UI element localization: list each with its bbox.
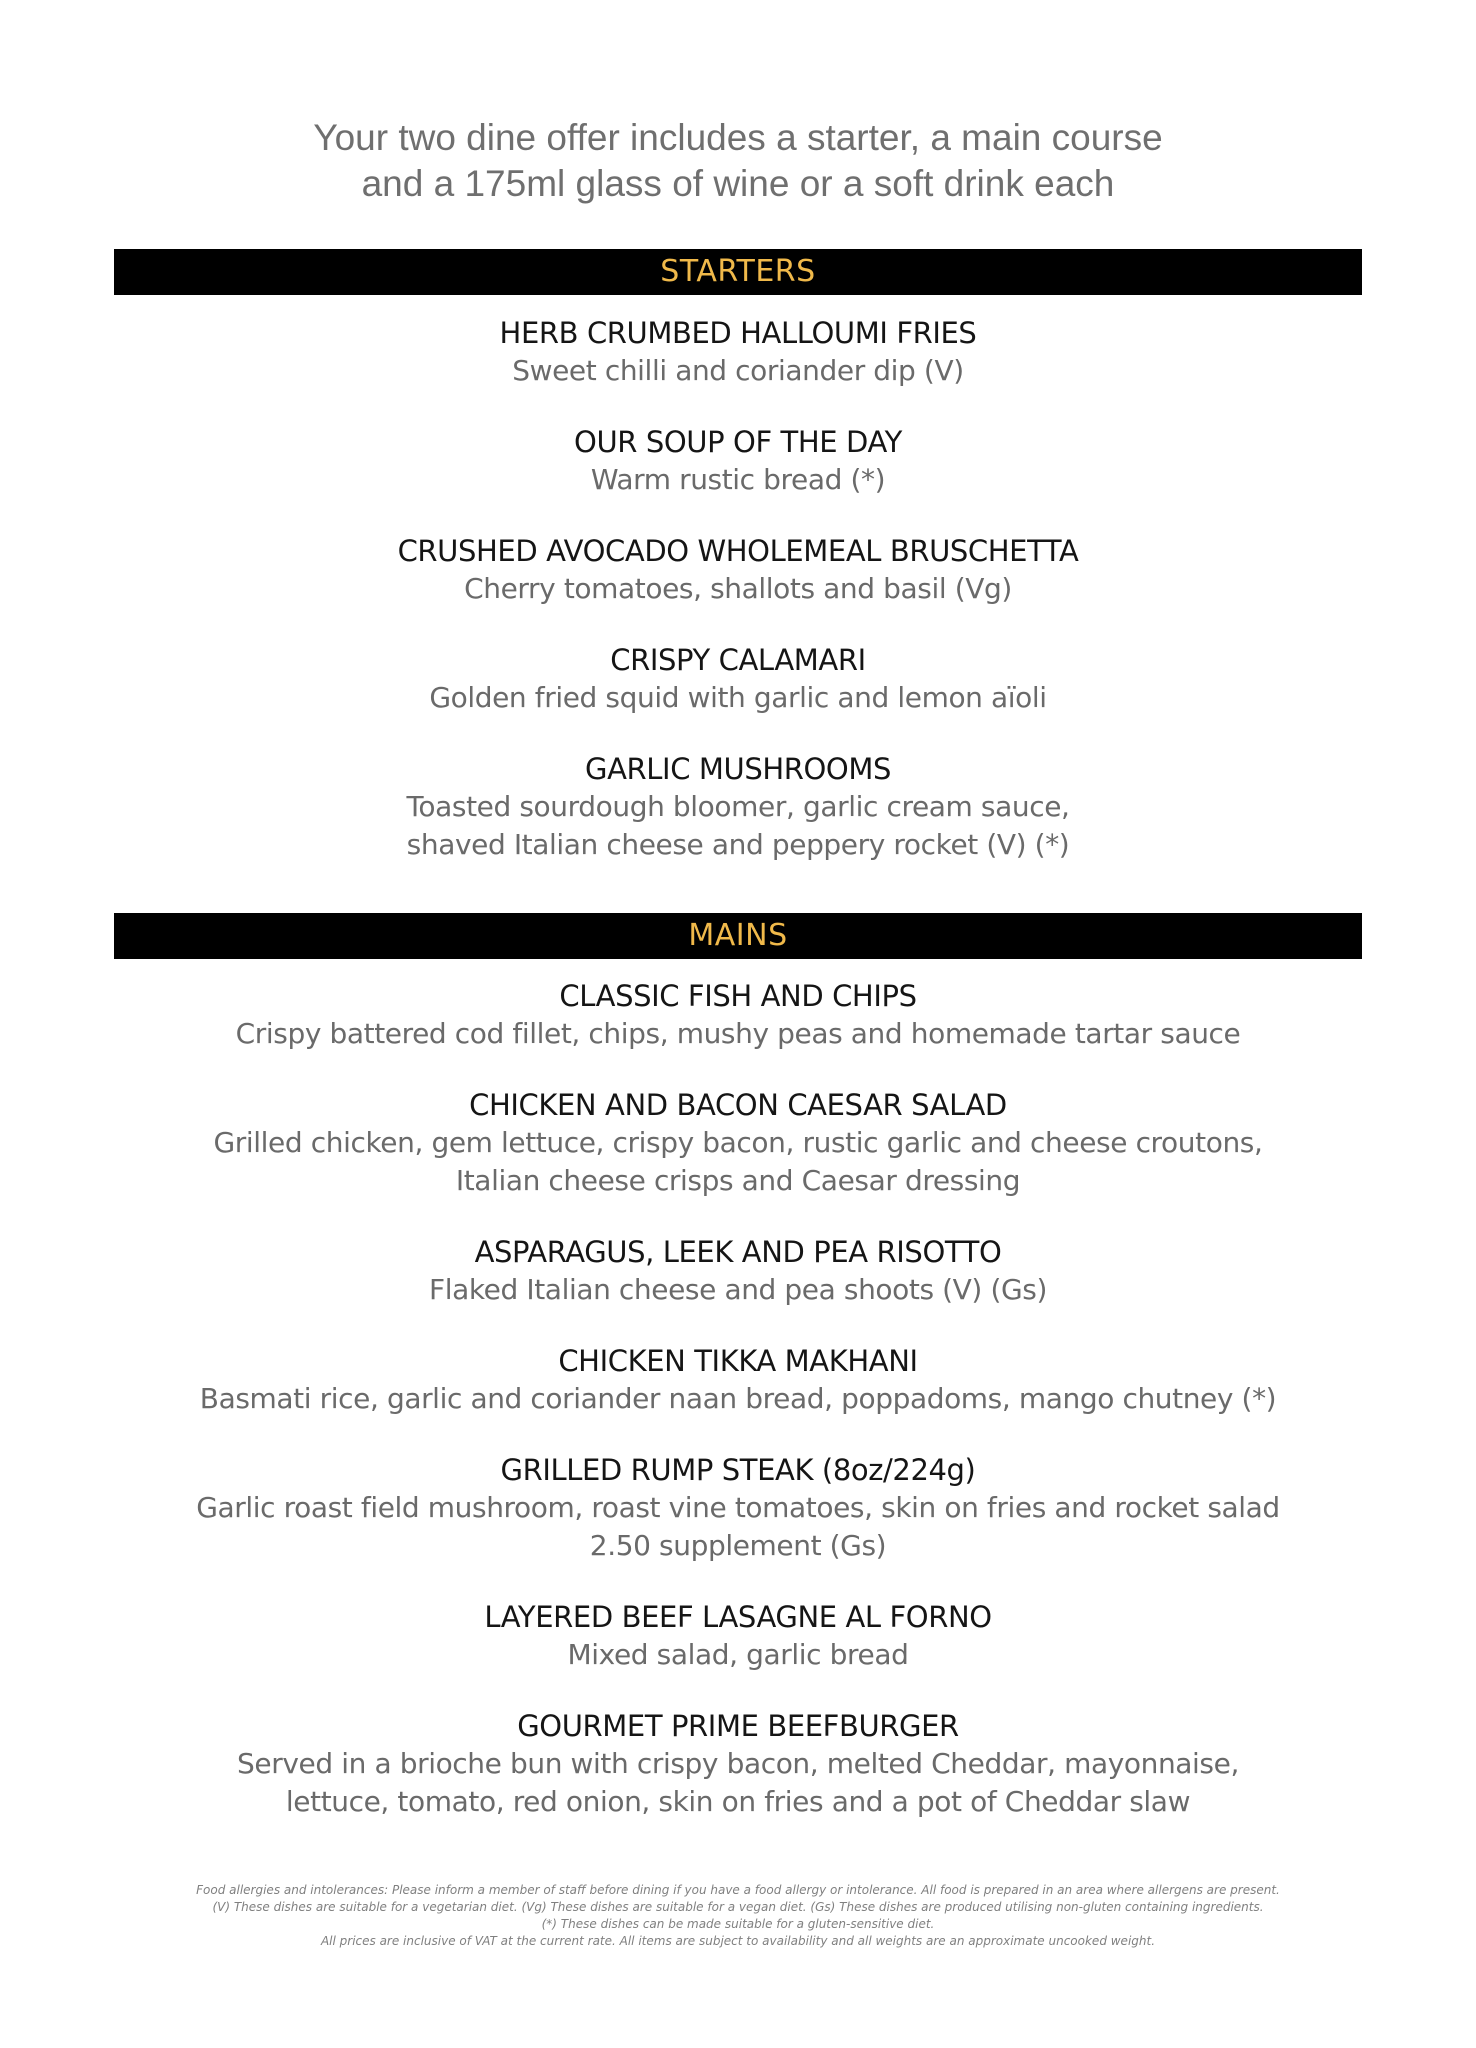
menu-item	[0, 423, 1476, 499]
menu-item-name: CHICKEN AND BACON CAESAR SALAD	[469, 1088, 1007, 1122]
footer-line: (V) These dishes are suitable for a vegetarian diet. (Vg) These dishes are suitable for a vegan diet. (Gs) These dishes are produced utilising non-gluten containing ingredients.	[212, 1900, 1264, 1914]
mains-heading: MAINS	[114, 913, 1362, 959]
menu-item-description: Cherry tomatoes, shallots and basil (Vg)	[464, 572, 1012, 605]
mains-list	[0, 977, 1476, 1854]
menu-item-description: Crispy battered cod fillet, chips, mushy peas and homemade tartar sauce	[235, 1017, 1241, 1050]
menu-item	[0, 1233, 1476, 1309]
menu-item-description: Garlic roast field mushroom, roast vine tomatoes, skin on fries and rocket salad	[196, 1491, 1280, 1524]
menu-item	[0, 750, 1476, 864]
menu-item-description: Mixed salad, garlic bread	[567, 1638, 909, 1671]
menu-item-name: ASPARAGUS, LEEK AND PEA RISOTTO	[474, 1235, 1002, 1269]
menu-item	[0, 314, 1476, 390]
menu-item-description: Italian cheese crisps and Caesar dressing	[455, 1164, 1021, 1197]
menu-item-description: Golden fried squid with garlic and lemon aïoli	[429, 681, 1047, 714]
offer-intro-line-2: and a 175ml glass of wine or a soft drink each	[361, 163, 1115, 204]
allergen-footer	[0, 1882, 1476, 1950]
menu-item-description: Grilled chicken, gem lettuce, crispy bacon, rustic garlic and cheese croutons,	[213, 1126, 1263, 1159]
menu-item-description: 2.50 supplement (Gs)	[589, 1529, 887, 1562]
menu-item	[0, 977, 1476, 1053]
menu-item-name: CRISPY CALAMARI	[610, 643, 866, 677]
menu-item-description: shaved Italian cheese and peppery rocket (V) (*)	[406, 828, 1070, 861]
menu-item	[0, 1707, 1476, 1821]
menu-item-name: HERB CRUMBED HALLOUMI FRIES	[499, 316, 977, 350]
menu-item-name: CLASSIC FISH AND CHIPS	[559, 979, 917, 1013]
footer-line: Food allergies and intolerances: Please inform a member of staff before dining if you have a food allergy or intolerance. All food is prepared in an area where allergens are present.	[196, 1883, 1280, 1897]
menu-item	[0, 1451, 1476, 1565]
menu-item-name: OUR SOUP OF THE DAY	[574, 425, 902, 459]
offer-intro-line-1: Your two dine offer includes a starter, a main course	[313, 117, 1163, 158]
menu-item	[0, 1086, 1476, 1200]
menu-item-description: Flaked Italian cheese and pea shoots (V) (Gs)	[429, 1273, 1047, 1306]
menu-item	[0, 641, 1476, 717]
menu-item	[0, 1598, 1476, 1674]
footer-line: All prices are inclusive of VAT at the current rate. All items are subject to availability and all weights are an approximate uncooked weight.	[320, 1934, 1156, 1948]
menu-item-name: LAYERED BEEF LASAGNE AL FORNO	[484, 1600, 992, 1634]
offer-intro	[0, 115, 1476, 207]
menu-item-description: Served in a brioche bun with crispy bacon, melted Cheddar, mayonnaise,	[237, 1747, 1239, 1780]
menu-item-description: Warm rustic bread (*)	[590, 463, 886, 496]
menu-item-description: Sweet chilli and coriander dip (V)	[512, 354, 964, 387]
menu-item-name: GARLIC MUSHROOMS	[585, 752, 891, 786]
menu-item	[0, 1342, 1476, 1418]
menu-item-description: Toasted sourdough bloomer, garlic cream sauce,	[406, 790, 1070, 823]
menu-item-name: CRUSHED AVOCADO WHOLEMEAL BRUSCHETTA	[397, 534, 1079, 568]
starters-list	[0, 314, 1476, 897]
menu-item-description: Basmati rice, garlic and coriander naan bread, poppadoms, mango chutney (*)	[199, 1382, 1277, 1415]
menu-item-name: GRILLED RUMP STEAK (8oz/224g)	[500, 1453, 976, 1487]
menu-item-name: CHICKEN TIKKA MAKHANI	[558, 1344, 918, 1378]
menu-item	[0, 532, 1476, 608]
footer-line: (*) These dishes can be made suitable for a gluten-sensitive diet.	[541, 1917, 935, 1931]
starters-heading: STARTERS	[114, 249, 1362, 295]
menu-item-description: lettuce, tomato, red onion, skin on fries and a pot of Cheddar slaw	[285, 1785, 1191, 1818]
menu-item-name: GOURMET PRIME BEEFBURGER	[517, 1709, 959, 1743]
